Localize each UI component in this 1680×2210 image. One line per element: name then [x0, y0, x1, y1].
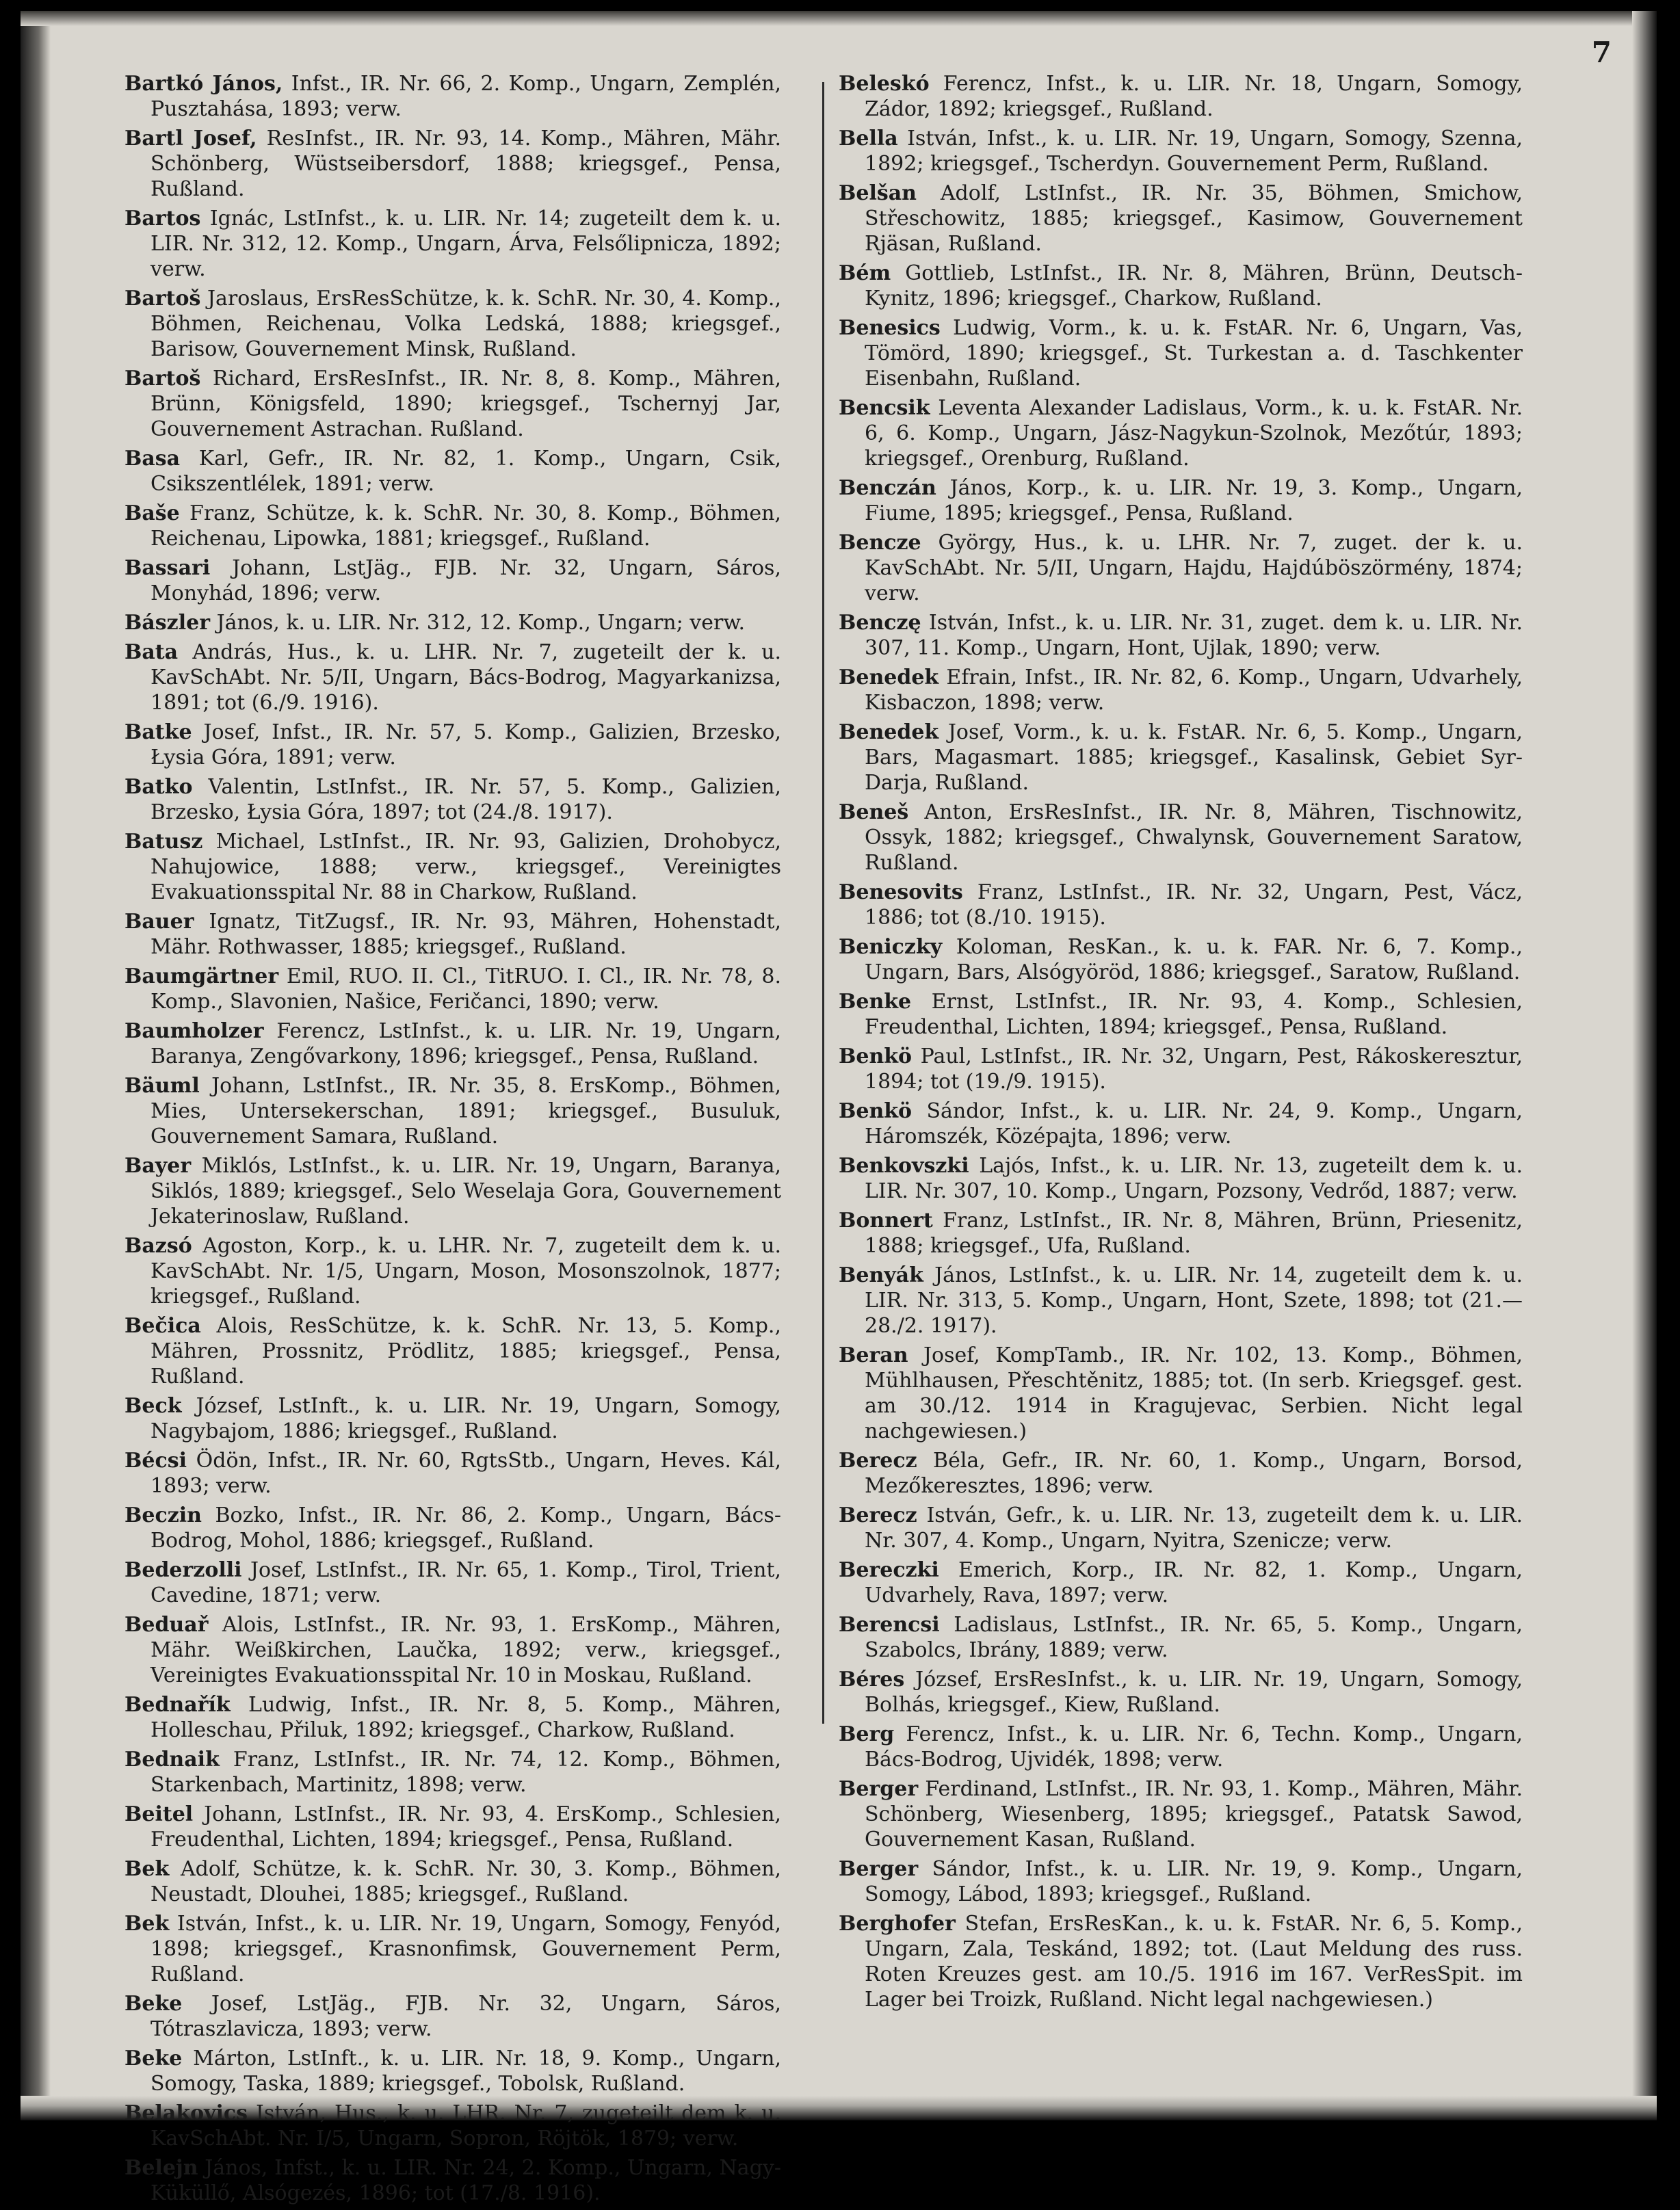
- casualty-entry: [124, 1073, 781, 1149]
- casualty-entry: [124, 206, 781, 282]
- entry-details: Leventa Alexander Ladislaus, Vorm., k. u. k. FstAR. Nr. 6, 6. Komp., Ungarn, Jász-Nagykun-Szolnok, Mezőtúr, 1893; kriegsgef., Orenburg, Rußland.: [865, 396, 1523, 471]
- casualty-entry: [839, 395, 1523, 471]
- entry-name: Benczę: [839, 611, 921, 635]
- casualty-entry: [124, 720, 781, 770]
- entry-details: Agoston, Korp., k. u. LHR. Nr. 7, zugeteilt dem k. u. KavSchAbt. Nr. 1/5, Ungarn, Moson, Mosonszolnok, 1877; kriegsgef., Rußland.: [150, 1234, 781, 1308]
- entry-name: Belakovics: [124, 2101, 248, 2125]
- casualty-entry: [839, 126, 1523, 176]
- casualty-entry: [839, 1099, 1523, 1149]
- entry-details: György, Hus., k. u. LHR. Nr. 7, zuget. der k. u. KavSchAbt. Nr. 5/II, Ungarn, Hajdu, Hajdúböszörmény, 1874; verw.: [865, 531, 1523, 605]
- entry-details: Josef, Infst., IR. Nr. 57, 5. Komp., Galizien, Brzesko, Łysia Góra, 1891; verw.: [150, 720, 781, 769]
- entry-details: Alois, ResSchütze, k. k. SchR. Nr. 13, 5. Komp., Mähren, Prossnitz, Prödlitz, 1885; kriegsgef., Pensa, Rußland.: [150, 1314, 781, 1389]
- entry-details: Jaroslaus, ErsResSchütze, k. k. SchR. Nr. 30, 4. Komp., Böhmen, Reichenau, Volka Ledská, 1888; kriegsgef., Barisow, Gouvernement Minsk, Rußland.: [150, 287, 781, 361]
- entry-details: Ferencz, Infst., k. u. LIR. Nr. 18, Ungarn, Somogy, Zádor, 1892; kriegsgef., Rußland.: [865, 72, 1523, 121]
- entry-name: Bek: [124, 1857, 170, 1881]
- entry-details: Koloman, ResKan., k. u. k. FAR. Nr. 6, 7. Komp., Ungarn, Bars, Alsógyöröd, 1886; kriegsgef., Saratow, Rußland.: [865, 935, 1523, 984]
- entry-details: József, LstInft., k. u. LIR. Nr. 19, Ungarn, Somogy, Nagybajom, 1886; kriegsgef., Rußland.: [150, 1394, 781, 1443]
- entry-name: Benesovits: [839, 880, 963, 904]
- entry-name: Beitel: [124, 1802, 194, 1826]
- entry-name: Belejn: [124, 2156, 198, 2180]
- entry-details: Stefan, ErsResKan., k. u. k. FstAR. Nr. 6, 5. Komp., Ungarn, Zala, Teskánd, 1892; tot. (Laut Meldung des russ. Roten Kreuzes gest. am 10./5. 1916 im 167. VerResSpit. im Lager bei Troizk, Rußland. Nicht legal nachgewiesen.): [865, 1912, 1523, 2012]
- entry-details: Miklós, LstInfst., k. u. LIR. Nr. 19, Ungarn, Baranya, Siklós, 1889; kriegsgef., Selo Weselaja Gora, Gouvernement Jekaterinoslaw, Rußland.: [150, 1154, 781, 1228]
- entry-name: Berghofer: [839, 1912, 956, 1936]
- entry-name: Bednaik: [124, 1748, 220, 1772]
- entry-details: Alois, LstInfst., IR. Nr. 93, 1. ErsKomp., Mähren, Mähr. Weißkirchen, Laučka, 1892; verw., kriegsgef., Vereinigtes Evakuationsspital Nr. 10 in Moskau, Rußland.: [150, 1613, 781, 1687]
- entry-name: Bek: [124, 1912, 170, 1936]
- casualty-entry: [839, 530, 1523, 606]
- casualty-entry: [124, 1503, 781, 1553]
- entry-name: Bella: [839, 127, 898, 150]
- casualty-entry: [839, 1722, 1523, 1772]
- entry-name: Benedek: [839, 720, 939, 744]
- entry-name: Bencsik: [839, 396, 930, 420]
- casualty-entry: [124, 1856, 781, 1907]
- casualty-entry: [839, 1153, 1523, 1204]
- entry-details: Adolf, Schütze, k. k. SchR. Nr. 30, 3. Komp., Böhmen, Neustadt, Dlouhei, 1885; kriegsgef., Rußland.: [150, 1857, 781, 1906]
- entry-details: Franz, Schütze, k. k. SchR. Nr. 30, 8. Komp., Böhmen, Reichenau, Lipowka, 1881; kriegsgef., Rußland.: [150, 501, 781, 551]
- casualty-entry: [124, 71, 781, 122]
- entry-name: Beduař: [124, 1613, 209, 1637]
- entry-name: Batusz: [124, 830, 203, 854]
- entry-details: Béla, Gefr., IR. Nr. 60, 1. Komp., Ungarn, Borsod, Mezőkeresztes, 1896; verw.: [865, 1449, 1523, 1498]
- scan-edge-left: [21, 11, 51, 2120]
- casualty-entry: [124, 1393, 781, 1444]
- scan-edge-right: [1632, 11, 1657, 2120]
- casualty-entry: [839, 1776, 1523, 1852]
- casualty-entry: [839, 665, 1523, 715]
- entry-details: Ludwig, Vorm., k. u. k. FstAR. Nr. 6, Ungarn, Vas, Tömörd, 1890; kriegsgef., St. Turkestan a. d. Taschkenter Eisenbahn, Rußland.: [865, 316, 1523, 391]
- entry-details: Michael, LstInfst., IR. Nr. 93, Galizien, Drohobycz, Nahujowice, 1888; verw., kriegsgef., Vereinigtes Evakuationsspital Nr. 88 in Charkow, Rußland.: [150, 830, 781, 904]
- entry-name: Beczin: [124, 1503, 202, 1527]
- entry-name: Belšan: [839, 181, 917, 205]
- entry-name: Beneš: [839, 800, 909, 824]
- entry-name: Benkö: [839, 1099, 913, 1123]
- entry-details: Emil, RUO. II. Cl., TitRUO. I. Cl., IR. Nr. 78, 8. Komp., Slavonien, Našice, Feričanci, 1890; verw.: [150, 964, 781, 1014]
- entry-details: Bozko, Infst., IR. Nr. 86, 2. Komp., Ungarn, Bács-Bodrog, Mohol, 1886; kriegsgef., Rußland.: [150, 1503, 781, 1553]
- entry-name: Beke: [124, 1992, 183, 2016]
- casualty-entry: [124, 640, 781, 715]
- casualty-entry: [839, 1448, 1523, 1499]
- entry-details: Karl, Gefr., IR. Nr. 82, 1. Komp., Ungarn, Csik, Csikszentlélek, 1891; verw.: [150, 447, 781, 496]
- casualty-entry: [124, 2155, 781, 2206]
- entry-details: István, Gefr., k. u. LIR. Nr. 13, zugeteilt dem k. u. LIR. Nr. 307, 4. Komp., Ungarn, Nyitra, Szenicze; verw.: [865, 1503, 1523, 1553]
- casualty-entry: [124, 1612, 781, 1688]
- casualty-entry: [124, 1991, 781, 2042]
- entry-details: Josef, Vorm., k. u. k. FstAR. Nr. 6, 5. Komp., Ungarn, Bars, Magasmart. 1885; kriegsgef., Kasalinsk, Gebiet Syr-Darja, Rußland.: [865, 720, 1523, 795]
- entry-name: Bém: [839, 261, 891, 285]
- entry-name: Bartkó János,: [124, 72, 283, 96]
- entry-name: Benczán: [839, 476, 936, 500]
- entry-name: Berg: [839, 1722, 895, 1746]
- entry-name: Beran: [839, 1343, 908, 1367]
- casualty-entry: [839, 1263, 1523, 1339]
- entry-details: Valentin, LstInfst., IR. Nr. 57, 5. Komp., Galizien, Brzesko, Łysia Góra, 1897; tot (24./8. 1917).: [150, 775, 781, 824]
- casualty-entry: [124, 1747, 781, 1798]
- entry-name: Baše: [124, 501, 180, 525]
- casualty-entry: [124, 1448, 781, 1499]
- entry-name: Batke: [124, 720, 192, 744]
- entry-name: Basa: [124, 447, 181, 471]
- entry-name: Bayer: [124, 1154, 192, 1178]
- casualty-entry: [124, 501, 781, 551]
- casualty-entry: [839, 1503, 1523, 1553]
- casualty-entry: [124, 1153, 781, 1229]
- casualty-entry: [839, 800, 1523, 876]
- entry-details: József, ErsResInfst., k. u. LIR. Nr. 19, Ungarn, Somogy, Bolhás, kriegsgef., Kiew, Rußland.: [865, 1668, 1523, 1717]
- entry-details: Anton, ErsResInfst., IR. Nr. 8, Mähren, Tischnowitz, Ossyk, 1882; kriegsgef., Chwalynsk, Gouvernement Saratow, Rußland.: [865, 800, 1523, 875]
- entry-details: Lajós, Infst., k. u. LIR. Nr. 13, zugeteilt dem k. u. LIR. Nr. 307, 10. Komp., Ungarn, Pozsony, Vedrőd, 1887; verw.: [865, 1154, 1523, 1203]
- entry-details: Paul, LstInfst., IR. Nr. 32, Ungarn, Pest, Rákoskeresztur, 1894; tot (19./9. 1915).: [865, 1044, 1523, 1094]
- entry-name: Benke: [839, 990, 912, 1014]
- entry-name: Berecz: [839, 1449, 917, 1473]
- entry-name: Beniczky: [839, 935, 943, 959]
- entry-name: Benesics: [839, 316, 941, 340]
- casualty-entry: [839, 71, 1523, 122]
- column-divider: [822, 82, 824, 1724]
- casualty-entry: [839, 880, 1523, 930]
- entry-details: Johann, LstJäg., FJB. Nr. 32, Ungarn, Sáros, Monyhád, 1896; verw.: [150, 556, 781, 605]
- casualty-entry: [124, 829, 781, 905]
- casualty-entry: [839, 720, 1523, 795]
- entry-name: Bászler: [124, 611, 211, 635]
- entry-details: János, k. u. LIR. Nr. 312, 12. Komp., Ungarn; verw.: [216, 611, 745, 635]
- casualty-entry: [124, 1692, 781, 1743]
- entry-details: Efrain, Infst., IR. Nr. 82, 6. Komp., Ungarn, Udvarhely, Kisbaczon, 1898; verw.: [865, 666, 1523, 715]
- entry-details: Ferencz, Infst., k. u. LIR. Nr. 6, Techn. Komp., Ungarn, Bács-Bodrog, Ujvidék, 1898; verw.: [865, 1722, 1523, 1772]
- entry-details: Richard, ErsResInfst., IR. Nr. 8, 8. Komp., Mähren, Brünn, Königsfeld, 1890; kriegsgef., Tschernyj Jar, Gouvernement Astrachan. Rußland.: [150, 367, 781, 441]
- entry-details: Josef, LstInfst., IR. Nr. 65, 1. Komp., Tirol, Trient, Cavedine, 1871; verw.: [150, 1558, 781, 1607]
- entry-name: Bednařík: [124, 1693, 231, 1717]
- entry-name: Beleskó: [839, 72, 930, 96]
- entry-name: Batko: [124, 775, 193, 799]
- casualty-entry: [839, 1044, 1523, 1094]
- casualty-entry: [839, 261, 1523, 311]
- casualty-entry: [124, 126, 781, 202]
- casualty-entry: [839, 1557, 1523, 1608]
- entry-name: Berger: [839, 1857, 919, 1881]
- entry-name: Bécsi: [124, 1449, 187, 1473]
- casualty-entry: [124, 286, 781, 362]
- casualty-entry: [839, 181, 1523, 256]
- entry-name: Benkovszki: [839, 1154, 969, 1178]
- entry-name: Beck: [124, 1394, 182, 1418]
- entry-name: Bartoš: [124, 287, 201, 311]
- entry-name: Berecz: [839, 1503, 917, 1527]
- entry-details: István, Hus., k. u. LHR. Nr. 7, zugeteilt dem k. u. KavSchAbt. Nr. I/5, Ungarn, Sopron, Röjtök, 1879; verw.: [150, 2101, 781, 2150]
- entry-details: Ignatz, TitZugsf., IR. Nr. 93, Mähren, Hohenstadt, Mähr. Rothwasser, 1885; kriegsgef., Rußland.: [150, 910, 781, 959]
- casualty-entry: [839, 475, 1523, 526]
- entry-name: Bata: [124, 640, 179, 664]
- entry-details: Johann, LstInfst., IR. Nr. 35, 8. ErsKomp., Böhmen, Mies, Untersekerschan, 1891; kriegsgef., Busuluk, Gouvernement Samara, Rußland.: [150, 1074, 781, 1148]
- entry-name: Bencze: [839, 531, 921, 555]
- casualty-entry: [839, 315, 1523, 391]
- entry-details: Josef, LstJäg., FJB. Nr. 32, Ungarn, Sáros, Tótraszlavicza, 1893; verw.: [150, 1992, 781, 2041]
- entry-details: Ladislaus, LstInfst., IR. Nr. 65, 5. Komp., Ungarn, Szabolcs, Ibrány, 1889; verw.: [865, 1613, 1523, 1662]
- entry-name: Bartoš: [124, 367, 201, 391]
- entry-name: Baumgärtner: [124, 964, 279, 988]
- entry-details: János, LstInfst., k. u. LIR. Nr. 14, zugeteilt dem k. u. LIR. Nr. 313, 5. Komp., Ungarn, Hont, Szete, 1898; tot (21.—28./2. 1917).: [865, 1263, 1523, 1338]
- entry-name: Bederzolli: [124, 1558, 242, 1582]
- entry-name: Bartl Josef,: [124, 127, 257, 150]
- entry-name: Béres: [839, 1668, 905, 1692]
- entry-details: Johann, LstInfst., IR. Nr. 93, 4. ErsKomp., Schlesien, Freudenthal, Lichten, 1894; kriegsgef., Pensa, Rußland.: [150, 1802, 781, 1852]
- casualty-entry: [124, 1233, 781, 1309]
- entry-name: Beke: [124, 2047, 183, 2070]
- casualty-entry: [124, 555, 781, 606]
- scan-edge-top: [21, 11, 1657, 26]
- entry-details: Márton, LstInft., k. u. LIR. Nr. 18, 9. Komp., Ungarn, Somogy, Taska, 1889; kriegsgef., Tobolsk, Rußland.: [150, 2047, 781, 2096]
- entry-name: Baumholzer: [124, 1019, 264, 1043]
- casualty-entry: [124, 2046, 781, 2096]
- entry-details: János, Infst., k. u. LIR. Nr. 24, 2. Komp., Ungarn, Nagy-Küküllő, Alsógezés, 1896; tot (17./8. 1916).: [150, 2156, 781, 2205]
- casualty-entry: [839, 610, 1523, 661]
- entry-details: János, Korp., k. u. LIR. Nr. 19, 3. Komp., Ungarn, Fiume, 1895; kriegsgef., Pensa, Rußland.: [865, 476, 1523, 525]
- casualty-entry: [124, 2101, 781, 2151]
- entry-details: Sándor, Infst., k. u. LIR. Nr. 19, 9. Komp., Ungarn, Somogy, Lábod, 1893; kriegsgef., Rußland.: [865, 1857, 1523, 1906]
- casualty-entry: [124, 1911, 781, 1987]
- casualty-entry: [124, 774, 781, 825]
- entry-name: Berencsi: [839, 1613, 940, 1637]
- entry-details: István, Infst., k. u. LIR. Nr. 19, Ungarn, Somogy, Fenyód, 1898; kriegsgef., Krasnonfimsk, Gouvernement Perm, Rußland.: [150, 1912, 781, 1986]
- entry-name: Bonnert: [839, 1209, 933, 1233]
- entry-name: Bassari: [124, 556, 211, 580]
- casualty-entry: [839, 1911, 1523, 2012]
- entry-details: Gottlieb, LstInfst., IR. Nr. 8, Mähren, Brünn, Deutsch-Kynitz, 1896; kriegsgef., Charkow, Rußland.: [865, 261, 1523, 311]
- entry-details: Emerich, Korp., IR. Nr. 82, 1. Komp., Ungarn, Udvarhely, Rava, 1897; verw.: [865, 1558, 1523, 1607]
- entry-details: Franz, LstInfst., IR. Nr. 74, 12. Komp., Böhmen, Starkenbach, Martinitz, 1898; verw.: [150, 1748, 782, 1797]
- entry-details: Ignác, LstInfst., k. u. LIR. Nr. 14; zugeteilt dem k. u. LIR. Nr. 312, 12. Komp., Ungarn, Árva, Felsőlipnicza, 1892; verw.: [150, 207, 781, 281]
- casualty-entry: [124, 1557, 781, 1608]
- entry-details: ResInfst., IR. Nr. 93, 14. Komp., Mähren, Mähr. Schönberg, Wüstseibersdorf, 1888; kriegsgef., Pensa, Rußland.: [150, 127, 781, 201]
- casualty-entry: [839, 989, 1523, 1040]
- entry-details: Franz, LstInfst., IR. Nr. 32, Ungarn, Pest, Vácz, 1886; tot (8./10. 1915).: [865, 880, 1523, 930]
- casualty-entry: [124, 366, 781, 442]
- casualty-entry: [124, 909, 781, 960]
- casualty-entry: [839, 1208, 1523, 1259]
- page-number: 7: [1591, 36, 1612, 69]
- entry-details: Adolf, LstInfst., IR. Nr. 35, Böhmen, Smichow, Střeschowitz, 1885; kriegsgef., Kasimow, Gouvernement Rjäsan, Rußland.: [865, 181, 1523, 256]
- casualty-entry: [124, 1313, 781, 1389]
- entry-name: Benkö: [839, 1044, 913, 1068]
- entry-details: Ferdinand, LstInfst., IR. Nr. 93, 1. Komp., Mähren, Mähr. Schönberg, Wiesenberg, 1895; kriegsgef., Patatsk Sawod, Gouvernement Kasan, Rußland.: [865, 1777, 1523, 1852]
- entry-details: Infst., IR. Nr. 66, 2. Komp., Ungarn, Zemplén, Pusztahása, 1893; verw.: [150, 72, 781, 121]
- entry-details: András, Hus., k. u. LHR. Nr. 7, zugeteilt der k. u. KavSchAbt. Nr. 5/II, Ungarn, Bács-Bodrog, Magyarkanizsa, 1891; tot (6./9. 1916).: [150, 640, 781, 715]
- casualty-entry: [124, 610, 781, 635]
- entry-details: Josef, KompTamb., IR. Nr. 102, 13. Komp., Böhmen, Mühlhausen, Přeschtěnitz, 1885; tot. (In serb. Kriegsgef. gest. am 30./12. 1914 in Kragujevac, Serbien. Nicht legal nachgewiesen.): [865, 1343, 1523, 1443]
- entry-details: Ferencz, LstInfst., k. u. LIR. Nr. 19, Ungarn, Baranya, Zengővarkony, 1896; kriegsgef., Pensa, Rußland.: [150, 1019, 781, 1068]
- entry-details: Franz, LstInfst., IR. Nr. 8, Mähren, Brünn, Priesenitz, 1888; kriegsgef., Ufa, Rußland.: [865, 1209, 1523, 1258]
- entry-details: István, Infst., k. u. LIR. Nr. 31, zuget. dem k. u. LIR. Nr. 307, 11. Komp., Ungarn, Hont, Ujlak, 1890; verw.: [865, 611, 1523, 660]
- right-column: [839, 71, 1523, 2016]
- entry-name: Bereczki: [839, 1558, 939, 1582]
- casualty-entry: [124, 964, 781, 1014]
- entry-name: Bauer: [124, 910, 194, 934]
- entry-name: Bečica: [124, 1314, 201, 1338]
- entry-details: Ludwig, Infst., IR. Nr. 8, 5. Komp., Mähren, Holleschau, Přiluk, 1892; kriegsgef., Charkow, Rußland.: [150, 1693, 781, 1742]
- entry-details: Ernst, LstInfst., IR. Nr. 93, 4. Komp., Schlesien, Freudenthal, Lichten, 1894; kriegsgef., Pensa, Rußland.: [865, 990, 1523, 1039]
- casualty-entry: [124, 1018, 781, 1069]
- casualty-entry: [839, 1612, 1523, 1663]
- entry-name: Berger: [839, 1777, 919, 1801]
- entry-name: Bäuml: [124, 1074, 200, 1098]
- casualty-entry: [839, 1343, 1523, 1444]
- entry-name: Bazsó: [124, 1234, 192, 1258]
- entry-name: Benyák: [839, 1263, 923, 1287]
- casualty-entry: [124, 1802, 781, 1852]
- casualty-entry: [839, 1667, 1523, 1718]
- entry-details: Ödön, Infst., IR. Nr. 60, RgtsStb., Ungarn, Heves. Kál, 1893; verw.: [150, 1449, 781, 1498]
- left-column: [124, 71, 781, 2210]
- casualty-entry: [839, 1856, 1523, 1907]
- casualty-entry: [839, 934, 1523, 985]
- casualty-entry: [124, 446, 781, 497]
- document-page: [21, 11, 1657, 2205]
- entry-name: Benedek: [839, 666, 939, 689]
- entry-name: Bartos: [124, 207, 201, 231]
- entry-details: Sándor, Infst., k. u. LIR. Nr. 24, 9. Komp., Ungarn, Háromszék, Középajta, 1896; verw.: [865, 1099, 1523, 1148]
- entry-details: István, Infst., k. u. LIR. Nr. 19, Ungarn, Somogy, Szenna, 1892; kriegsgef., Tscherdyn. Gouvernement Perm, Rußland.: [865, 127, 1523, 176]
